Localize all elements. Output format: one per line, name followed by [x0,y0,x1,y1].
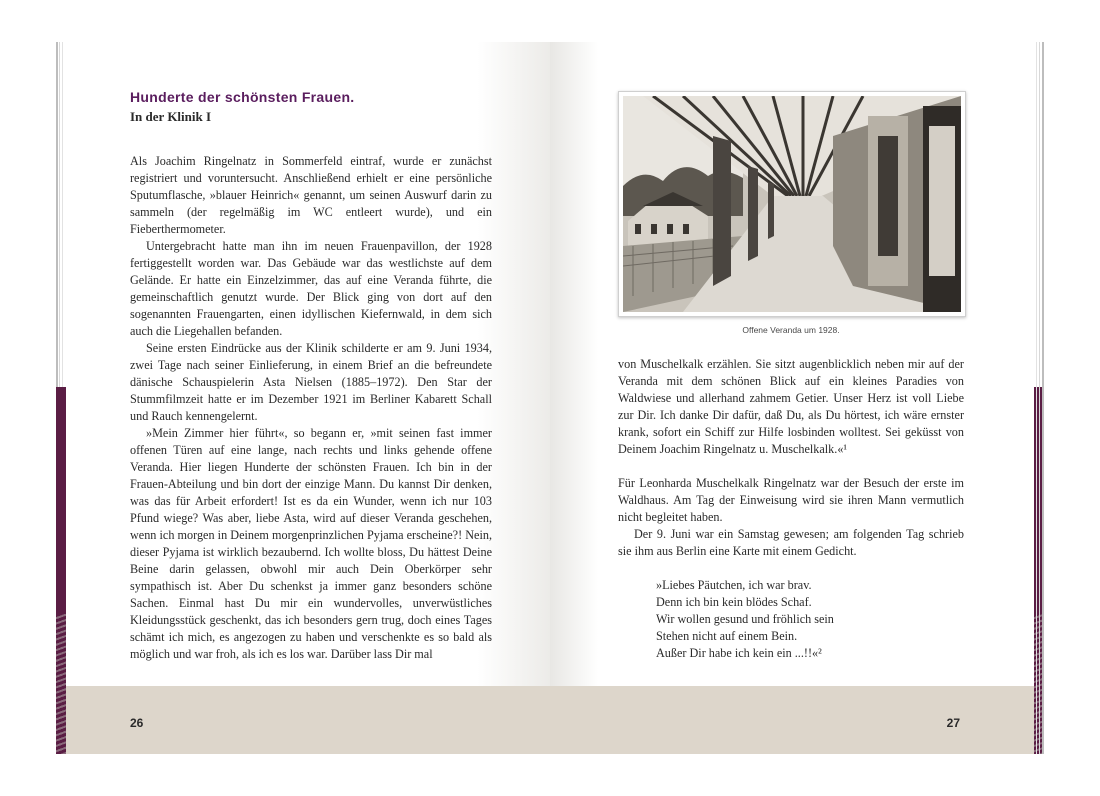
page-edge [1042,42,1044,754]
strip-decoration [56,614,66,754]
page-edge [1039,42,1040,754]
page-footer [66,686,550,754]
book-spread [56,42,1044,754]
veranda-photo [618,91,966,317]
poem [656,577,964,662]
paragraph: Als Joachim Ringelnatz in Sommerfeld eintraf, wurde er zunächst registriert und voruntersucht. Anschließend erhielt er eine persönliche Sputumflasche, »blauer Heinrich« genannt, um seinen Auswurf darin zu sammeln (der regelmäßig im WC entleert wurde), und ein Fieberthermometer. [130,154,492,236]
left-page [66,42,551,754]
page-number: 27 [946,716,960,730]
poem-line: Wir wollen gesund und fröhlich sein [656,612,834,626]
paragraph: von Muschelkalk erzählen. Sie sitzt augenblicklich neben mir auf der Veranda mit dem schönen Blick auf ein kleines Paradies von Waldwiese und allerhand zahmem Getier. Unser Herz ist voll Liebe zur Dir. Ich danke Dir dafür, daß Du, als Du hörtest, ich wäre ernster krank, sofort ein Schiff zur Hilfe losbinden wolltest. Sei geküsst von Deinem Joachim Ringelnatz u. Muschelkalk.«¹ [618,357,964,456]
poem-line: Denn ich bin kein blödes Schaf. [656,595,812,609]
veranda-photo-image [623,96,961,312]
paragraph: Für Leonharda Muschelkalk Ringelnatz war der Besuch der erste im Waldhaus. Am Tag der Einweisung wird sie ihren Mann vermutlich nicht begleitet haben. [618,476,964,524]
paragraph: Der 9. Juni war ein Samstag gewesen; am folgenden Tag schrieb sie ihm aus Berlin eine Karte mit einem Gedicht. [618,527,964,558]
page-edge [1036,42,1037,754]
paragraph: »Mein Zimmer hier führt«, so begann er, »mit seinen fast immer offenen Türen auf eine lange, nach rechts und links gehende offene Veranda. Hier liegen Hunderte der schönsten Frauen. Ich bin in der Frauen-Abteilung und bin dort der einzige Mann. Du kannst Dir denken, was das für Arbeit erfordert! Ist es da ein Wunder, wenn ich nur 103 Pfund wiege? Was aber, liebe Asta, wird auf dieser Veranda geschehen, wenn ich morgen in Deinem morgenprinzlichen Pyjama erscheine?! Nein, dieser Pyjama ist wirklich bezaubernd. Ich wollte bloss, Du hättest Deine Beine darin gelassen, obwohl mir auch Dein Oberkörper sehr sympathisch ist. Aber Du schenkst ja immer ganz besonders schöne Sachen. Einmal hast Du mir ein wundervolles, unverwüstliches Kleidungsstück geschenkt, das ich besonders gern trug, doch eines Tages schämt ich mich, es angezogen zu haben und verschenkte es so bald als möglich und war froh, als ich es los war. Darüber lass Dir mal [130,426,492,661]
page-number: 26 [130,716,144,730]
poem-line: Stehen nicht auf einem Bein. [656,629,798,643]
page-footer [550,686,1034,754]
paragraph: Seine ersten Eindrücke aus der Klinik schilderte er am 9. Juni 1934, zwei Tage nach seiner Einlieferung, in einem Brief an die befreundete dänische Schauspielerin Asta Nielsen (1885–1972). Den Star der Stummfilmzeit hatte er im Dezember 1921 im Berliner Kabarett Schall und Rauch kennengelernt. [130,341,492,423]
left-edge-strip [56,387,66,754]
poem-line: »Liebes Päutchen, ich war brav. [656,578,812,592]
right-page [550,42,1034,754]
photo-caption: Offene Veranda um 1928. [742,325,840,335]
left-body-text [130,153,492,663]
right-body-text [618,356,964,662]
chapter-title: Hunderte der schönsten Frauen. [130,89,355,105]
poem-line: Außer Dir habe ich kein ein ...!!«² [656,646,822,660]
paragraph: Untergebracht hatte man ihn im neuen Frauenpavillon, der 1928 fertiggestellt worden war. Das Gebäude war das westlichste auf dem Gelände. Er hatte ein Einzelzimmer, das auf eine Veranda führte, die gemeinschaftlich genutzt wurde. Der Blick ging von dort auf den sogenannten Frauengarten, einen idyllischen Kiefernwald, in dem sich auch die Liegehallen befanden. [130,239,492,338]
chapter-subtitle: In der Klinik I [130,109,212,124]
